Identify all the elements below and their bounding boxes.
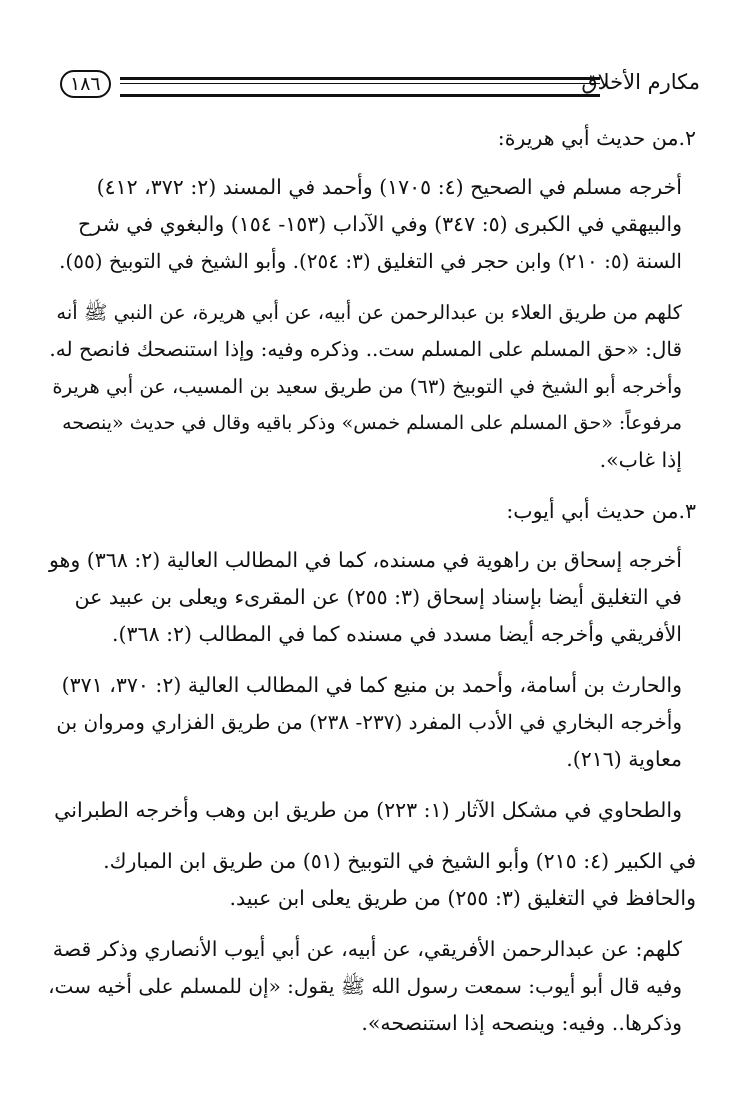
- page-number: ١٨٦: [60, 70, 111, 98]
- paragraph: [49, 294, 696, 479]
- page-body: [48, 120, 696, 1056]
- text-line: مرفوعاً: «حق المسلم على المسلم خمس» وذكر باقيه وقال في حديث «ينصحه: [62, 412, 682, 434]
- text-line: الأفريقي وأخرجه أيضا مسدد في مسنده كما في المطالب (٢: ٣٦٨).: [112, 622, 682, 646]
- section-heading: ٣.من حديث أبي أيوب:: [506, 499, 696, 523]
- text-line: والبيهقي في الكبرى (٥: ٣٤٧) وفي الآداب (١٥٣- ١٥٤) والبغوي في شرح: [78, 212, 682, 236]
- text-line: في الكبير (٤: ٢١٥) وأبو الشيخ في التوبيخ (٥١) من طريق ابن المبارك.: [103, 849, 696, 873]
- text-line: والحارث بن أسامة، وأحمد بن منيع كما في المطالب العالية (٢: ٣٧٠، ٣٧١): [61, 673, 682, 697]
- text-line: وأخرجه أبو الشيخ في التوبيخ (٦٣) من طريق سعيد بن المسيب، عن أبي هريرة: [52, 375, 682, 398]
- header-rule: [120, 77, 600, 97]
- paragraph: [62, 843, 696, 917]
- paragraph: [59, 169, 696, 280]
- paragraph: [48, 542, 696, 653]
- text-line: قال: «حق المسلم على المسلم ست.. وذكره وفيه: وإذا استنصحك فانصح له.: [49, 337, 682, 361]
- paragraph: [48, 931, 696, 1042]
- page-header: [60, 70, 700, 116]
- text-line: في التغليق أيضا بإسناد إسحاق (٣: ٢٥٥) عن المقرىء ويعلى بن عبيد عن: [74, 585, 682, 609]
- text-line: كلهم من طريق العلاء بن عبدالرحمن عن أبيه، عن أبي هريرة، عن النبي ﷺ أنه: [56, 301, 682, 324]
- text-line: وأخرجه البخاري في الأدب المفرد (٢٣٧- ٢٣٨) من طريق الفزاري ومروان بن: [56, 710, 682, 734]
- paragraph: [54, 792, 696, 829]
- text-line: أخرجه إسحاق بن راهوية في مسنده، كما في المطالب العالية (٢: ٣٦٨) وهو: [48, 548, 682, 572]
- text-line: والحافظ في التغليق (٣: ٢٥٥) من طريق يعلى ابن عبيد.: [229, 886, 696, 910]
- text-line: إذا غاب».: [599, 448, 682, 472]
- text-line: أخرجه مسلم في الصحيح (٤: ١٧٠٥) وأحمد في المسند (٢: ٣٧٢، ٤١٢): [96, 175, 682, 199]
- running-title: مكارم الأخلاق: [581, 70, 700, 94]
- text-line: معاوية (٢١٦).: [566, 747, 682, 771]
- text-line: وذكرها.. وفيه: وينصحه إذا استنصحه».: [361, 1011, 682, 1035]
- text-line: والطحاوي في مشكل الآثار (١: ٢٢٣) من طريق ابن وهب وأخرجه الطبراني: [54, 798, 682, 822]
- text-line: كلهم: عن عبدالرحمن الأفريقي، عن أبيه، عن أبي أيوب الأنصاري وذكر قصة: [52, 937, 682, 961]
- section-heading: ٢.من حديث أبي هريرة:: [497, 126, 696, 150]
- paragraph: [56, 667, 696, 778]
- text-line: السنة (٥: ٢١٠) وابن حجر في التغليق (٣: ٢٥٤). وأبو الشيخ في التوبيخ (٥٥).: [59, 249, 682, 273]
- text-line: وفيه قال أبو أيوب: سمعت رسول الله ﷺ يقول: «إن للمسلم على أخيه ست،: [48, 974, 682, 998]
